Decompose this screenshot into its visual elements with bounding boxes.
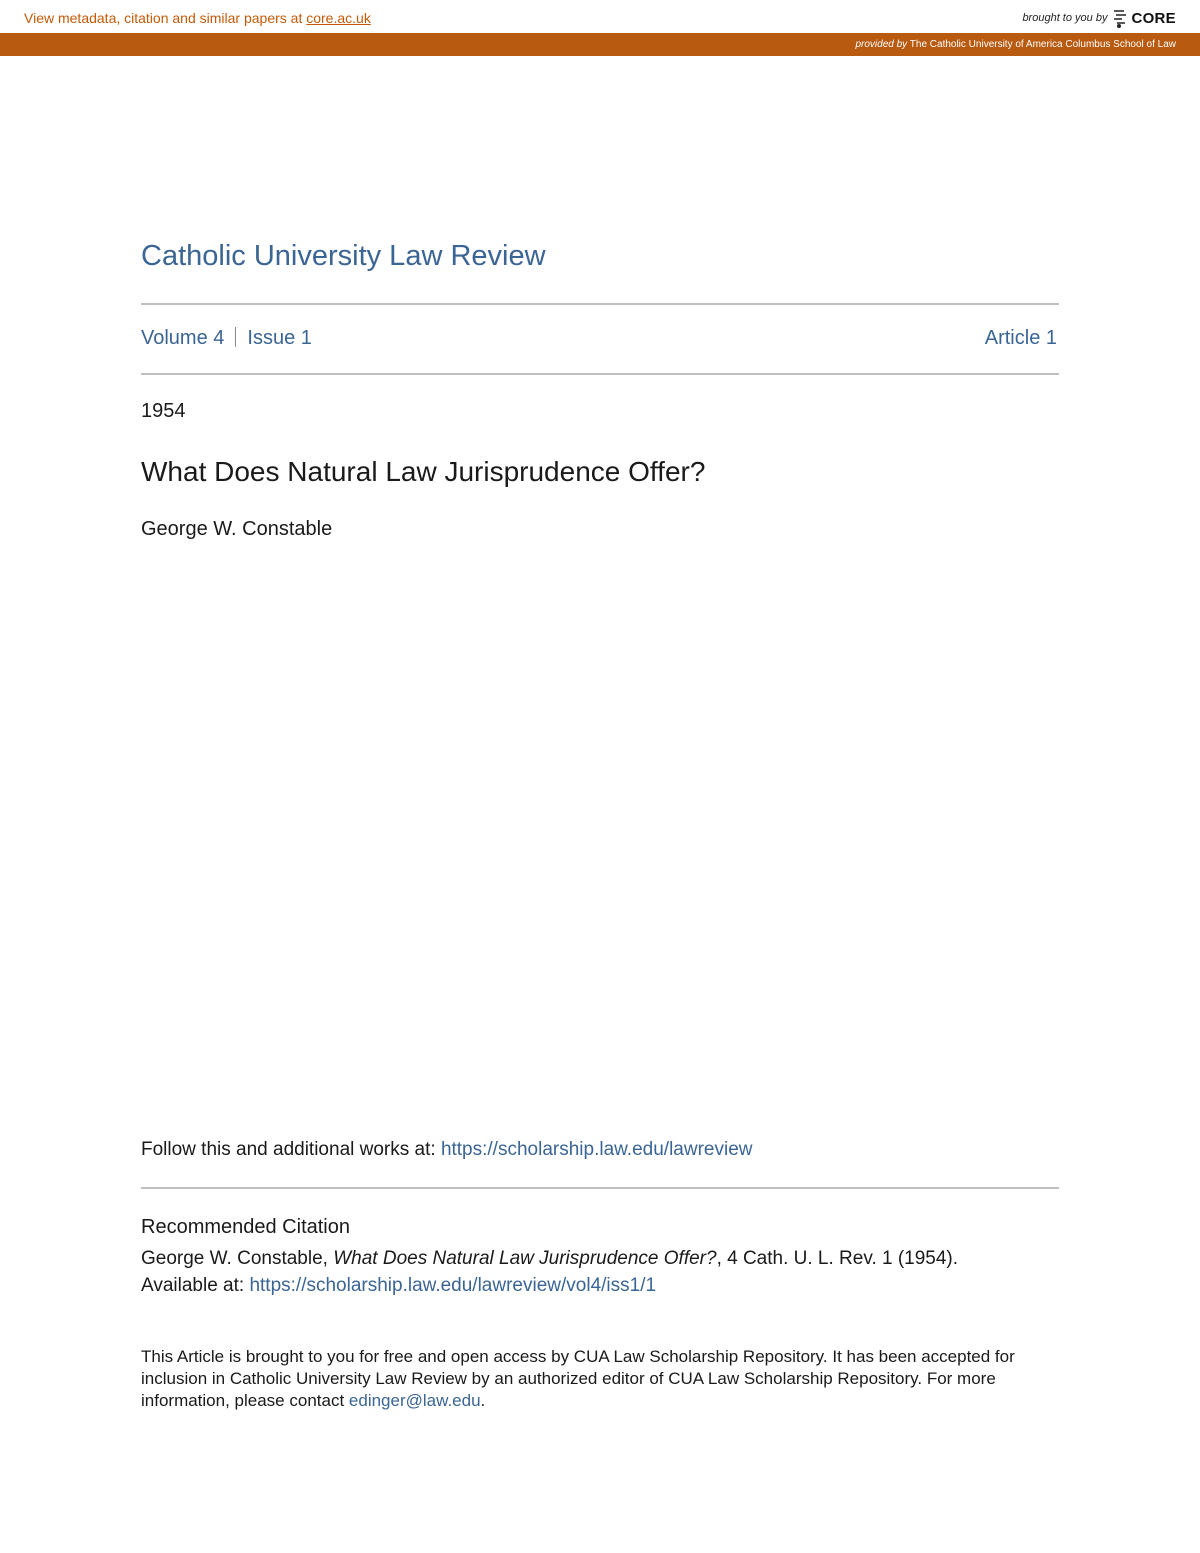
notice-end: . <box>480 1391 486 1410</box>
publication-year: 1954 <box>141 400 186 422</box>
provided-by-institution: The Catholic University of America Columbus School of Law <box>907 39 1176 50</box>
volume-issue-row <box>141 327 1057 355</box>
core-logo-text: CORE <box>1131 9 1176 27</box>
access-notice <box>141 1346 1041 1412</box>
volume-issue-separator <box>235 327 236 347</box>
citation-text <box>141 1245 1061 1299</box>
follow-line <box>141 1139 752 1161</box>
divider-volume <box>141 373 1059 375</box>
citation-title: What Does Natural Law Jurisprudence Offer? <box>333 1248 717 1269</box>
divider-top <box>141 303 1059 305</box>
notice-text: This Article is brought to you for free and open access by CUA Law Scholarship Repository. It has been accepted for inclusion in Catholic University Law Review by an authorized editor of CUA Law Scholarship Repository. For more information, please contact <box>141 1347 1015 1410</box>
article-author: George W. Constable <box>141 518 333 540</box>
core-logo-icon <box>1111 7 1127 29</box>
provided-by-text <box>855 39 1176 50</box>
citation-author: George W. Constable, <box>141 1248 334 1269</box>
core-provided-band <box>0 33 1200 56</box>
recommended-citation-heading: Recommended Citation <box>141 1216 350 1238</box>
core-brought-by[interactable] <box>1022 6 1176 30</box>
provided-by-prefix: provided by <box>855 39 908 50</box>
core-link[interactable]: core.ac.uk <box>306 10 371 26</box>
issue-link[interactable]: Issue 1 <box>247 327 312 349</box>
article-link[interactable]: Article 1 <box>984 327 1057 349</box>
volume-link[interactable]: Volume 4 <box>141 327 225 349</box>
core-metadata-prefix: View metadata, citation and similar papers at <box>24 10 307 26</box>
brought-by-text: brought to you by <box>1022 12 1108 24</box>
divider-citation <box>141 1187 1059 1189</box>
available-prefix: Available at: <box>141 1275 250 1296</box>
article-url-link[interactable]: https://scholarship.law.edu/lawreview/vol4/iss1/1 <box>249 1275 657 1296</box>
contact-email-link[interactable]: edinger@law.edu <box>348 1391 481 1410</box>
core-header <box>0 0 1200 33</box>
journal-title[interactable]: Catholic University Law Review <box>141 240 546 272</box>
lawreview-link[interactable]: https://scholarship.law.edu/lawreview <box>440 1139 753 1160</box>
follow-prefix: Follow this and additional works at: <box>141 1139 441 1160</box>
article-title: What Does Natural Law Jurisprudence Offer? <box>141 456 706 487</box>
core-metadata-line <box>24 10 371 26</box>
citation-rest: , 4 Cath. U. L. Rev. 1 (1954). <box>716 1248 959 1269</box>
